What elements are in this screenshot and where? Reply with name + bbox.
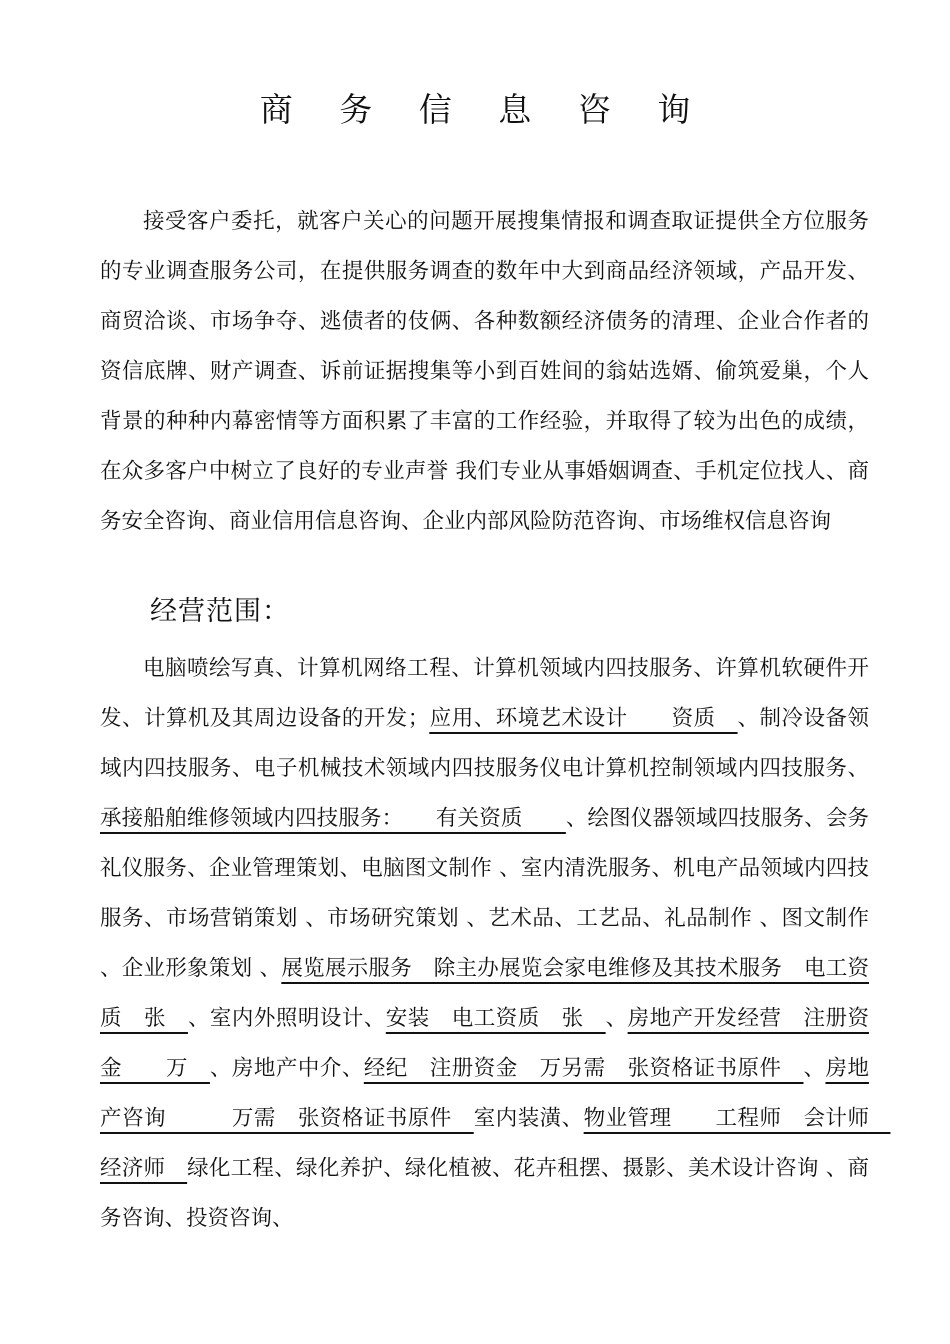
scope-segment-underlined: 经纪 注册资金 万另需 张资格证书原件 xyxy=(363,1056,804,1081)
scope-segment: 、室内外照明设计、 xyxy=(187,1006,386,1031)
scope-segment: 、绘图仪器领域四技服务、会务礼仪服务、企业管理策划、电脑图文制作 、室内清洗服务、机电产品领域内四技服务、市场营销策划 、市场研究策划 、艺术品、工艺品、礼品制作 、图文制作 、企业形象策划 、 xyxy=(100,806,869,981)
scope-paragraph xyxy=(100,644,891,1244)
page-title: 商 务 信 息 咨 询 xyxy=(259,90,709,129)
scope-segment: 、房地产中介、 xyxy=(209,1056,364,1081)
intro-paragraph: 接受客户委托，就客户关心的问题开展搜集情报和调查取证提供全方位服务的专业调查服务公司，在提供服务调查的数年中大到商品经济领域，产品开发、商贸洽谈、市场争夺、逃债者的伎俩、各种数额经济债务的清理、企业合作者的资信底牌、财产调查、诉前证据搜集等小到百姓间的翁姑选婿、偷筑爱巢，个人背景的种种内幕密情等方面积累了丰富的工作经验，并取得了较为出色的成绩，在众多客户中树立了良好的专业声誉 我们专业从事婚姻调查、手机定位找人、商务安全咨询、商业信用信息咨询、企业内部风险防范咨询、市场维权信息咨询 xyxy=(100,209,869,534)
scope-segment-underlined: 应用、环境艺术设计 资质 xyxy=(429,706,738,731)
scope-segment-underlined: 承接船舶维修领域内四技服务： 有关资质 xyxy=(100,806,566,831)
scope-segment: 绿化工程、绿化养护、绿化植被、花卉租摆、摄影、美术设计咨询 、商务咨询、投资咨询、 xyxy=(100,1156,869,1231)
scope-segment-underlined: 安装 电工资质 张 xyxy=(385,1006,606,1031)
scope-segment: 、 xyxy=(605,1006,628,1031)
scope-segment-underlined: 房地产开发经营 注册资金 万 xyxy=(100,1006,869,1081)
scope-segment: 电脑喷绘写真、计算机网络工程、计算机领域内四技服务、许算机软硬件开发、计算机及其周边设备的开发； xyxy=(100,656,869,731)
scope-segment: 、制冷设备领域内四技服务、电子机械技术领域内四技服务仪电计算机控制领域内四技服务、 xyxy=(100,706,869,781)
scope-segment-underlined: 展览展示服务 除主办展览会家电维修及其技术服务 电工资质 张 xyxy=(100,956,869,1031)
scope-segment-underlined: 物业管理 工程师 会计师 经济师 xyxy=(100,1106,891,1181)
scope-segment: 室内装潢、 xyxy=(473,1106,584,1131)
scope-segment: 、 xyxy=(803,1056,826,1081)
scope-heading: 经营范围： xyxy=(150,596,290,627)
scope-segment-underlined: 房地产咨询 万需 张资格证书原件 xyxy=(100,1056,869,1131)
